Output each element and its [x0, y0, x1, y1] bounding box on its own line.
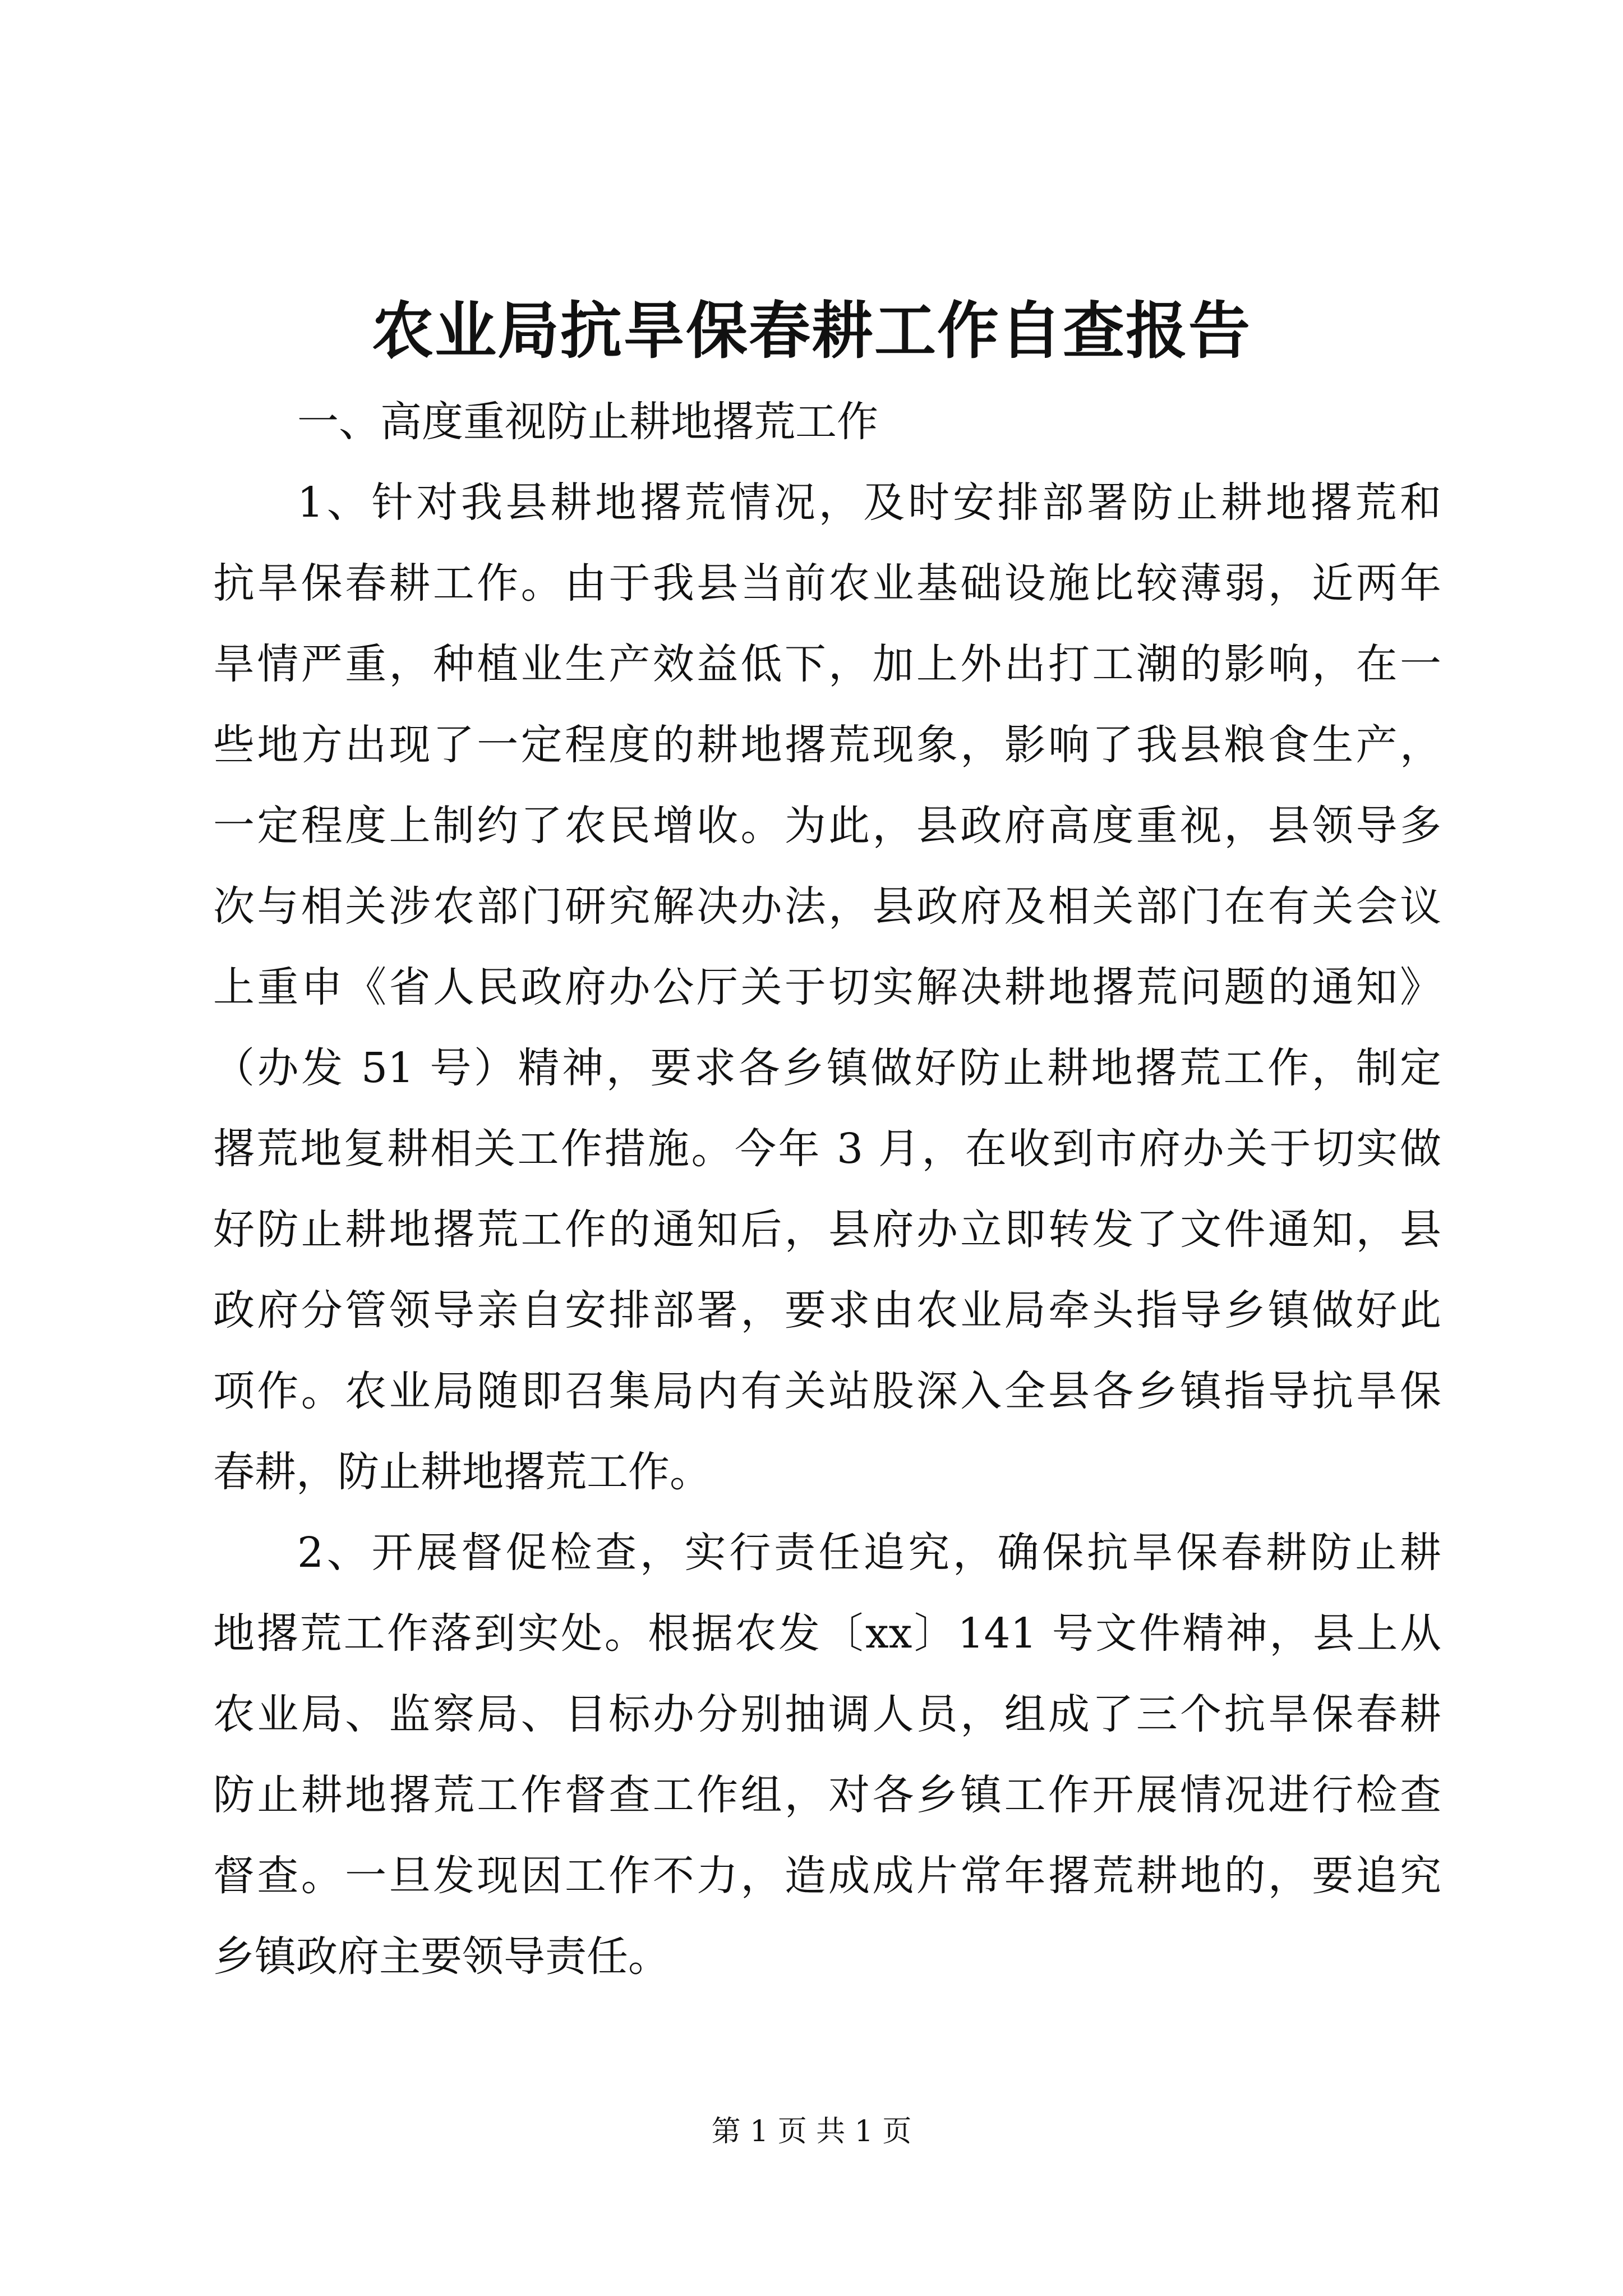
document-title: 农业局抗旱保春耕工作自查报告: [372, 295, 1251, 367]
paragraph-line: 些地方出现了一定程度的耕地撂荒现象，影响了我县粮食生产，: [213, 721, 1441, 769]
paragraph-line: 上重申《省人民政府办公厅关于切实解决耕地撂荒问题的通知》: [213, 963, 1441, 1011]
section-heading: 一、高度重视防止耕地撂荒工作: [297, 398, 878, 446]
paragraph-line: 好防止耕地撂荒工作的通知后，县府办立即转发了文件通知，县: [213, 1205, 1441, 1254]
paragraph-line: 撂荒地复耕相关工作措施。今年 3 月，在收到市府办关于切实做: [213, 1125, 1441, 1173]
paragraph-line: 1、针对我县耕地撂荒情况，及时安排部署防止耕地撂荒和: [297, 478, 1441, 527]
paragraph-line: 旱情严重，种植业生产效益低下，加上外出打工潮的影响，在一: [213, 640, 1441, 688]
paragraph-line: 地撂荒工作落到实处。根据农发〔xx〕141 号文件精神，县上从: [213, 1609, 1441, 1658]
paragraph-line: 督查。一旦发现因工作不力，造成成片常年撂荒耕地的，要追究: [213, 1852, 1441, 1900]
paragraph-line: 一定程度上制约了农民增收。为此，县政府高度重视，县领导多: [213, 802, 1441, 850]
page-footer: 第 1 页 共 1 页: [711, 2115, 912, 2148]
paragraph-line: 2、开展督促检查，实行责任追究，确保抗旱保春耕防止耕: [297, 1529, 1441, 1577]
paragraph-line: 次与相关涉农部门研究解决办法，县政府及相关部门在有关会议: [213, 882, 1441, 931]
paragraph-line: 农业局、监察局、目标办分别抽调人员，组成了三个抗旱保春耕: [213, 1690, 1441, 1738]
paragraph-1: [213, 462, 1441, 1512]
paragraph-line: 政府分管领导亲自安排部署，要求由农业局牵头指导乡镇做好此: [213, 1286, 1441, 1335]
paragraph-line: 抗旱保春耕工作。由于我县当前农业基础设施比较薄弱，近两年: [213, 559, 1441, 608]
paragraph-2: [213, 1512, 1441, 1997]
document-body: [213, 381, 1441, 1997]
paragraph-line: 春耕，防止耕地撂荒工作。: [213, 1448, 711, 1496]
paragraph-line: （办发 51 号）精神，要求各乡镇做好防止耕地撂荒工作，制定: [213, 1044, 1441, 1092]
paragraph-line: 防止耕地撂荒工作督查工作组，对各乡镇工作开展情况进行检查: [213, 1771, 1441, 1819]
paragraph-line: 项作。农业局随即召集局内有关站股深入全县各乡镇指导抗旱保: [213, 1367, 1441, 1415]
paragraph-line: 乡镇政府主要领导责任。: [213, 1932, 670, 1981]
